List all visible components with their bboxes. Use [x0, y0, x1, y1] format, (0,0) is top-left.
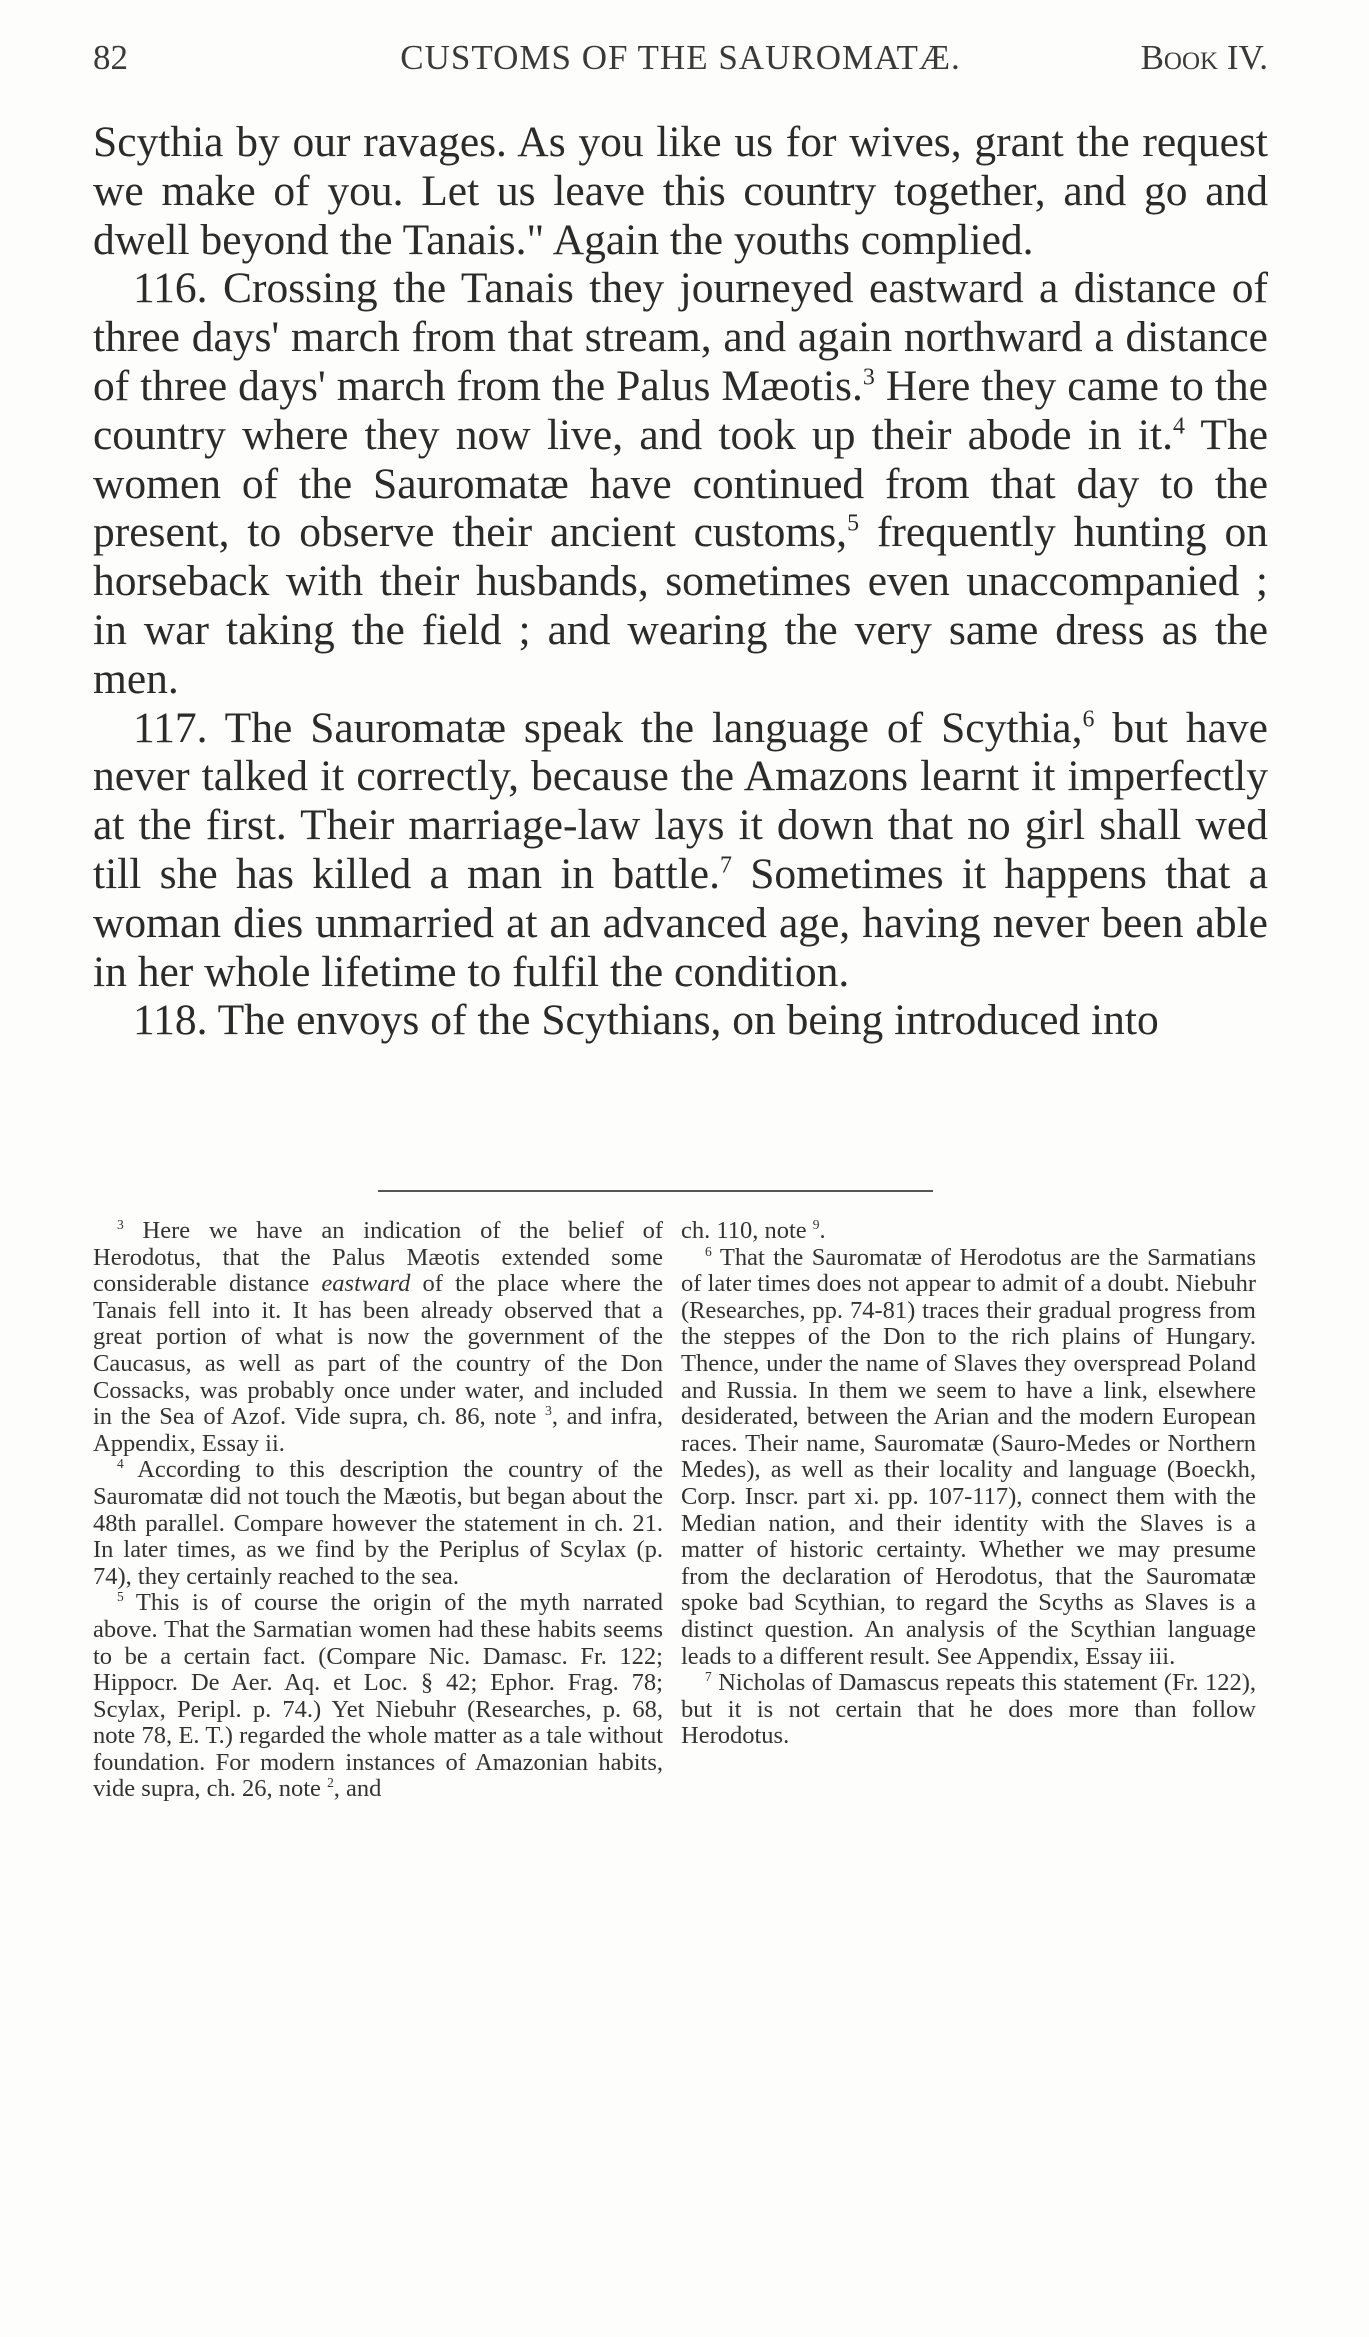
footnote-text: Nicholas of Damascus repeats this statement (Fr. 122), but it is not certain that he does more than follow Herodotus.: [681, 1669, 1256, 1750]
page-number: 82: [93, 38, 128, 77]
footnote-ref: 7: [719, 852, 732, 879]
text-segment: Sometimes it happens that a woman dies unmarried at an advanced age, having never been able in her whole lifetime to fulfil the condition.: [93, 849, 1268, 996]
footnote-text: , and: [333, 1775, 382, 1803]
footnote-6: [681, 1245, 1256, 1671]
footnote-text: , and infra, Appendix, Essay ii.: [93, 1403, 664, 1457]
footnote-text: of the place where the Tanais fell into it. It has been already observed that a great portion of what is now the government of the Caucasus, as well as part of the country of the Don Cossacks, was probably once under water, and included in the Sea of Azof. Vide supra, ch. 86, note: [93, 1270, 663, 1431]
footnote-number: 4: [117, 1456, 124, 1472]
running-title: CUSTOMS OF THE SAUROMATÆ.: [400, 38, 961, 77]
footnote-text: ch. 110, note: [681, 1217, 813, 1244]
footnote-ref: 6: [1082, 706, 1095, 733]
footnote-emphasis: eastward: [321, 1270, 411, 1298]
footnote-text: That the Sauromatæ of Herodotus are the Sarmatians of later times does not appear to admit of a doubt. Niebuhr (Researches, pp. 74-81) traces their gradual progress from the steppes of the Don to the rich plains of Hungary. Thence, under the name of Slaves they overspread Poland and Russia. In them we seem to have a link, elsewhere desiderated, between the Arian and the modern European races. Their name, Sauromatæ (Sauro-Medes or Northern Medes), as well as their locality and language (Boeckh, Corp. Inscr. part xi. pp. 107-117), connect them with the Median nation, and their identity with the Slaves is a matter of historic certainty. Whether we may presume from the declaration of Herodotus, that the Sauromatæ spoke bad Scythian, to regard the Scyths as Slaves is a distinct question. An analysis of the Scythian language leads to a different result. See Appendix, Essay iii.: [681, 1243, 1256, 1670]
footnote-5: [93, 1590, 663, 1803]
text-segment: 116. Crossing the Tanais they journeyed eastward a distance of three days' march from that stream, and again northward a distance of three days' march from the Palus Mæotis.: [93, 264, 1268, 410]
footnote-7: [681, 1670, 1256, 1750]
text-segment: Here they came to the country where they now live, and took up their abode in it.: [93, 361, 1268, 459]
footnote-text: .: [819, 1217, 826, 1244]
footnote-3: [93, 1218, 663, 1457]
footnote-number: 5: [117, 1589, 124, 1605]
footnotes-right-column: [681, 1218, 1256, 1750]
page-header: [93, 38, 1268, 88]
footnote-ref: 3: [545, 1403, 552, 1418]
main-text: [93, 118, 1268, 1045]
text-segment: The women of the Sauromatæ have continued from that day to the present, to observe their ancient customs,: [93, 410, 1269, 557]
footnote-4: [93, 1457, 663, 1590]
footnote-number: 6: [705, 1243, 712, 1259]
footnote-5-continued: [681, 1218, 1256, 1245]
footnotes-left-column: [93, 1218, 663, 1803]
footnote-text: According to this description the country of the Sauromatæ did not touch the Mæotis, but began about the 48th parallel. Compare however the statement in ch. 21. In later times, as we find by the Periplus of Scylax (p. 74), they certainly reached to the sea.: [93, 1456, 663, 1590]
paragraph-117: [93, 704, 1268, 997]
paragraph-118: 118. The envoys of the Scythians, on being introduced into: [133, 996, 1159, 1045]
text-segment: frequently hunting on horseback with their husbands, sometimes even unaccompanied ; in war taking the field ; and wearing the very same dress as the men.: [93, 508, 1269, 703]
footnote-ref: 4: [1172, 413, 1185, 440]
footnote-number: 7: [705, 1668, 712, 1684]
footnote-ref: 5: [847, 510, 860, 537]
paragraph-continued: Scythia by our ravages. As you like us for wives, grant the request we make of you. Let us leave this country together, and go and dwell beyond the Tanais." Again the youths complied.: [93, 118, 1268, 264]
text-segment: 117. The Sauromatæ speak the language of Scythia,: [133, 703, 1083, 752]
footnote-text: This is of course the origin of the myth narrated above. That the Sarmatian women had these habits seems to be a certain fact. (Compare Nic. Damasc. Fr. 122; Hippocr. De Aer. Aq. et Loc. § 42; Ephor. Frag. 78; Scylax, Peripl. p. 74.) Yet Niebuhr (Researches, p. 68, note 78, E. T.) regarded the whole matter as a tale without foundation. For modern instances of Amazonian habits, vide supra, ch. 26, note: [93, 1589, 663, 1803]
footnote-text: Here we have an indication of the belief of Herodotus, that the Palus Mæotis extended some considerable distance: [93, 1217, 663, 1298]
paragraph-116: [93, 264, 1268, 703]
book-reference: Book IV.: [1140, 38, 1268, 77]
footnote-number: 3: [117, 1216, 124, 1232]
footnote-ref: 2: [327, 1775, 334, 1791]
footnote-ref: 3: [862, 364, 875, 391]
footnote-ref: 9: [812, 1216, 820, 1232]
text-segment: but have never talked it correctly, because the Amazons learnt it imperfectly at the first. Their marriage-law lays it down that no girl shall wed till she has killed a man in battle.: [93, 703, 1268, 898]
footnote-divider: [378, 1190, 933, 1192]
